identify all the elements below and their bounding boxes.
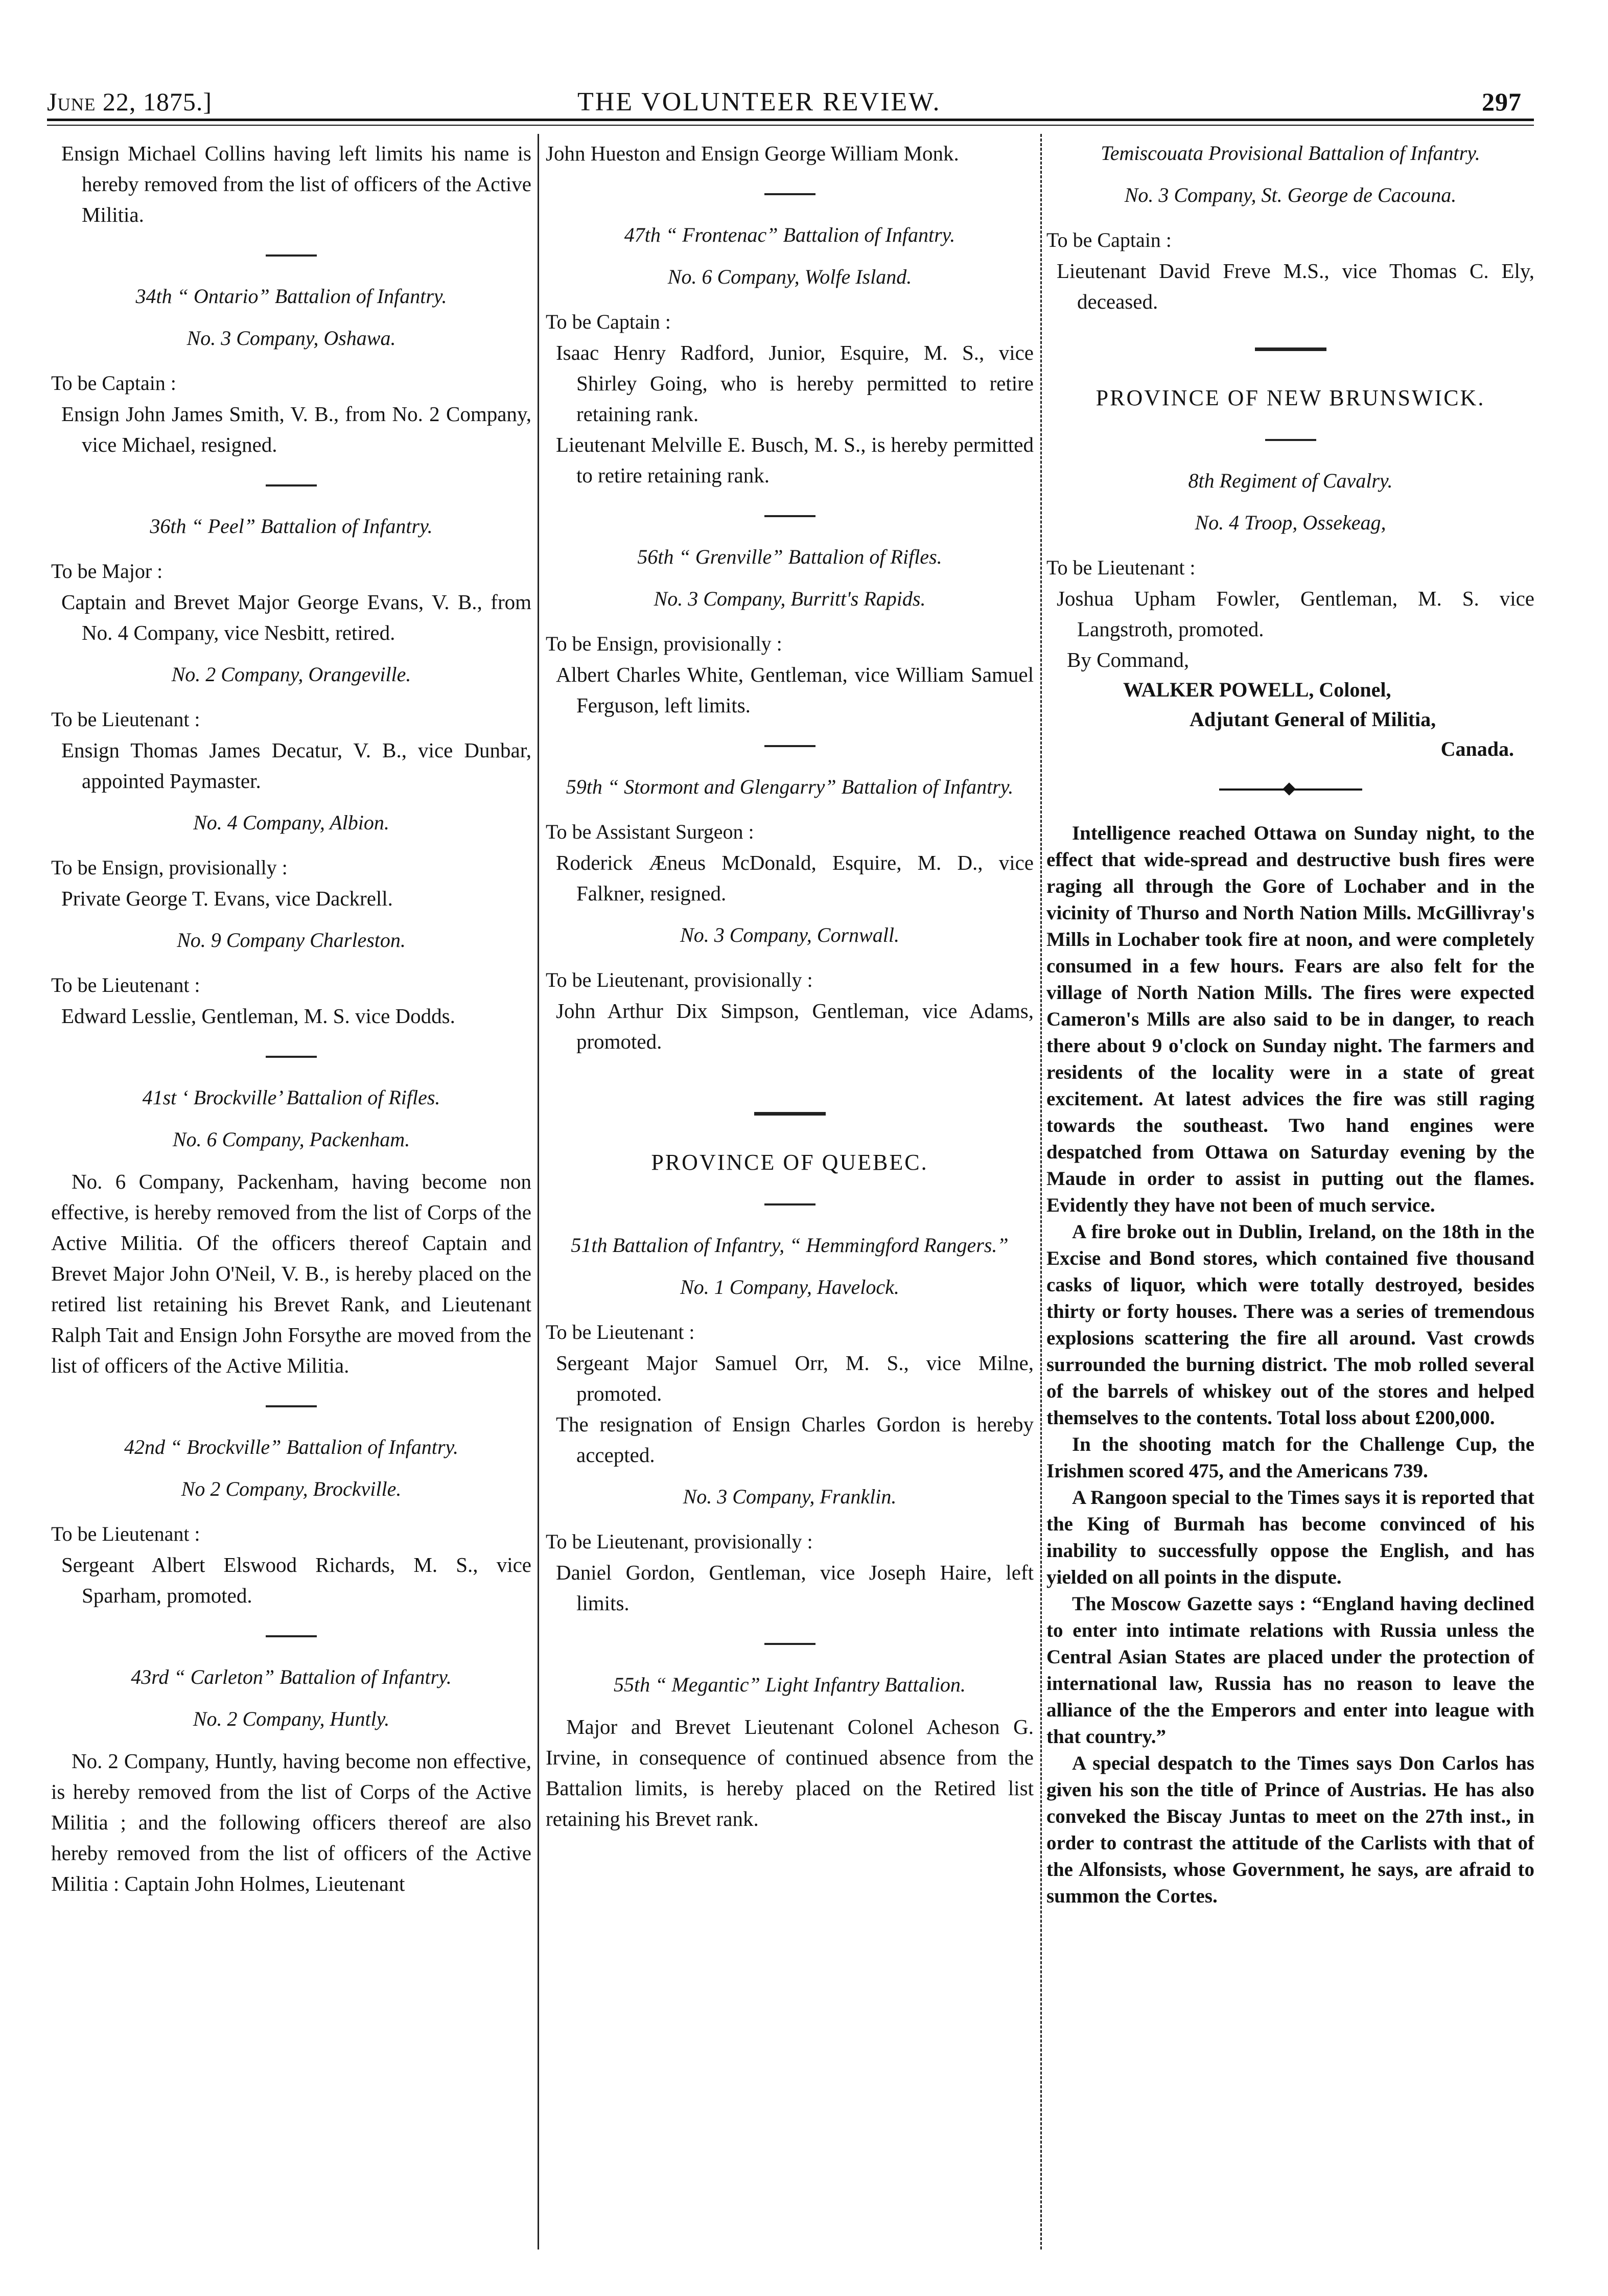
battalion-title: 41st ‘ Brockville’ Battalion of Rifles. — [142, 1086, 440, 1109]
separator-rule — [1255, 347, 1326, 351]
appointment-entry: Lieutenant Melville E. Busch, M. S., is hereby permitted to retire retaining rank. — [556, 433, 1034, 487]
appointment-entry: Edward Lesslie, Gentleman, M. S. vice Dodds. — [61, 1004, 455, 1028]
separator-rule — [764, 1643, 815, 1645]
notice-paragraph: No. 6 Company, Packenham, having become non effective, is hereby removed from the list of Corps of the Active Militia. Of the officers thereof Captain and Brevet Major John O'Neil, V. B., is hereby placed on the retired list retaining his Brevet Rank, and Lieutenant Ralph Tait and Ensign John Forsythe are moved from the list of officers of the Active Militia. — [51, 1170, 531, 1377]
appointment-heading: To be Ensign, provisionally : — [51, 856, 288, 879]
appointment-entry: Sergeant Major Samuel Orr, M. S., vice Milne, promoted. — [556, 1351, 1034, 1405]
appointment-heading: To be Lieutenant, provisionally : — [546, 1530, 813, 1553]
company-heading: No 2 Company, Brockville. — [181, 1477, 402, 1500]
battalion-title: 34th “ Ontario” Battalion of Infantry. — [135, 285, 447, 308]
separator-rule — [266, 1635, 317, 1637]
company-heading: No. 2 Company, Huntly. — [193, 1707, 390, 1730]
notice-paragraph: Major and Brevet Lieutenant Colonel Acheson G. Irvine, in consequence of continued absence from the Battalion limits, is hereby placed on the Retired list retaining his Brevet rank. — [546, 1715, 1034, 1830]
battalion-title: 59th “ Stormont and Glengarry” Battalion of Infantry. — [566, 775, 1014, 798]
news-paragraph: Intelligence reached Ottawa on Sunday night, to the effect that wide-spread and destructive bush fires were raging all through the Gore of Lochaber and in the vicinity of Thurso and North Nation Mills. McGillivray's Mills in Lochaber took fire at noon, and were completely consumed in a few hours. Fears are also felt for the village of North Nation Mills. The fires were expected Cameron's Mills are also said to be in danger, to reach there about 9 o'clock on Sunday night. The farmers and residents of the locality were in a state of great excitement. At latest advices the fire was still raging towards the southeast. Two hand engines were despatched from Ottawa on Saturday evening by the Maude in order to assist in putting out the flames. Evidently they have not been of much service. — [1046, 822, 1534, 1216]
battalion-title: 47th “ Frontenac” Battalion of Infantry. — [624, 223, 956, 246]
by-command: By Command, — [1067, 648, 1190, 671]
news-paragraph: A fire broke out in Dublin, Ireland, on the 18th in the Excise and Bond stores, which contained five thousand casks of liquor, which were totally destroyed, besides thirty or forty houses. There was a series of tremendous explosions scattering the fire all around. Vast crowds surrounded the burning district. The mob rolled several of the barrels of whiskey out of the stores and helped themselves to the contents. Total loss about £200,000. — [1046, 1221, 1534, 1429]
appointment-entry: John Arthur Dix Simpson, Gentleman, vice Adams, promoted. — [556, 999, 1034, 1053]
appointment-heading: To be Lieutenant : — [51, 1522, 200, 1545]
battalion-title: 36th “ Peel” Battalion of Infantry. — [150, 515, 433, 538]
news-paragraph: In the shooting match for the Challenge Cup, the Irishmen scored 475, and the Americans 739. — [1046, 1433, 1534, 1482]
separator-rule — [266, 254, 317, 257]
appointment-heading: To be Lieutenant : — [1046, 556, 1196, 579]
notice-paragraph: No. 2 Company, Huntly, having become non effective, is hereby removed from the list of Corps of the Active Militia ; and the following officers thereof are also hereby removed from the list of officers of the Active Militia : Captain John Holmes, Lieutenant — [51, 1749, 531, 1895]
appointment-heading: To be Captain : — [1046, 228, 1172, 251]
company-heading: No. 4 Company, Albion. — [193, 811, 389, 834]
signature-title: Adjutant General of Militia, — [1190, 708, 1436, 731]
province-heading: PROVINCE OF QUEBEC. — [651, 1150, 928, 1175]
appointment-heading: To be Assistant Surgeon : — [546, 820, 754, 843]
battalion-title: Temiscouata Provisional Battalion of Infantry. — [1101, 142, 1480, 165]
appointment-entry: Captain and Brevet Major George Evans, V. B., from No. 4 Company, vice Nesbitt, retired. — [61, 590, 531, 644]
battalion-title: 51th Battalion of Infantry, “ Hemmingford Rangers.” — [571, 1234, 1009, 1257]
appointment-entry: Sergeant Albert Elswood Richards, M. S., vice Sparham, promoted. — [61, 1553, 531, 1607]
province-heading: PROVINCE OF NEW BRUNSWICK. — [1096, 385, 1485, 410]
appointment-entry: Daniel Gordon, Gentleman, vice Joseph Haire, left limits. — [556, 1561, 1034, 1615]
column-3 — [1046, 138, 1534, 2233]
battalion-title: 43rd “ Carleton” Battalion of Infantry. — [131, 1665, 452, 1688]
battalion-title: 55th “ Megantic” Light Infantry Battalion. — [614, 1673, 966, 1696]
company-heading: No. 6 Company, Wolfe Island. — [667, 265, 912, 288]
company-heading: No. 6 Company, Packenham. — [172, 1128, 410, 1151]
regiment-title: 8th Regiment of Cavalry. — [1188, 469, 1393, 492]
appointment-heading: To be Major : — [51, 560, 163, 583]
appointment-entry: Ensign John James Smith, V. B., from No. 2 Company, vice Michael, resigned. — [61, 402, 531, 456]
separator-rule — [266, 1056, 317, 1058]
news-paragraph: A special despatch to the Times says Don Carlos has given his son the title of Prince of Austrias. He has also conveked the Biscay Juntas to meet on the 27th inst., in order to contrast the attitude of the Carlists with that of the Alfonsists, whose Government, he says, are afraid to summon the Cortes. — [1046, 1752, 1534, 1907]
news-paragraph: The Moscow Gazette says : “England having declined to enter into intimate relations with Russia unless the Central Asian States are placed under the protection of international law, Russia has no reason to leave the alliance of the the Emperors and enter into league with that country.” — [1046, 1593, 1534, 1748]
separator-rule — [266, 484, 317, 486]
continued-paragraph: John Hueston and Ensign George William Monk. — [546, 142, 959, 165]
appointment-heading: To be Lieutenant : — [51, 973, 200, 996]
battalion-title: 56th “ Grenville” Battalion of Rifles. — [637, 545, 942, 568]
appointment-entry: The resignation of Ensign Charles Gordon is hereby accepted. — [556, 1412, 1034, 1467]
troop-heading: No. 4 Troop, Ossekeag, — [1195, 511, 1386, 534]
column-2 — [546, 138, 1034, 2233]
appointment-heading: To be Captain : — [546, 310, 671, 333]
separator-rule — [1265, 439, 1316, 441]
column-1 — [51, 138, 531, 2233]
header-title: THE VOLUNTEER REVIEW. — [577, 87, 941, 117]
company-heading: No. 1 Company, Havelock. — [680, 1275, 899, 1298]
appointment-entry: Joshua Upham Fowler, Gentleman, M. S. vice Langstroth, promoted. — [1057, 587, 1534, 641]
notice-paragraph: Ensign Michael Collins having left limits his name is hereby removed from the list of officers of the Active Militia. — [61, 142, 531, 226]
appointment-heading: To be Lieutenant : — [51, 708, 200, 731]
header-rule — [47, 119, 1534, 121]
appointment-entry: Private George T. Evans, vice Dackrell. — [61, 887, 393, 910]
company-heading: No. 3 Company, Cornwall. — [680, 923, 899, 946]
separator-rule — [764, 515, 815, 517]
column-divider — [1040, 134, 1042, 2249]
header-date: June 22, 1875.] — [47, 87, 213, 116]
appointment-heading: To be Lieutenant, provisionally : — [546, 968, 813, 991]
separator-rule — [764, 193, 815, 195]
column-divider — [538, 134, 539, 2249]
battalion-title: 42nd “ Brockville” Battalion of Infantry. — [124, 1435, 459, 1458]
appointment-entry: Albert Charles White, Gentleman, vice William Samuel Ferguson, left limits. — [556, 663, 1034, 717]
company-heading: No. 2 Company, Orangeville. — [171, 663, 411, 686]
company-heading: No. 9 Company Charleston. — [177, 929, 406, 952]
appointment-entry: Isaac Henry Radford, Junior, Esquire, M. S., vice Shirley Going, who is hereby permitted to retire retaining rank. — [556, 341, 1034, 426]
separator-rule — [754, 1112, 826, 1116]
appointment-entry: Roderick Æneus McDonald, Esquire, M. D., vice Falkner, resigned. — [556, 851, 1034, 905]
separator-rule — [266, 1405, 317, 1407]
separator-rule — [764, 745, 815, 747]
company-heading: No. 3 Company, St. George de Cacouna. — [1124, 183, 1457, 206]
appointment-entry: Ensign Thomas James Decatur, V. B., vice Dunbar, appointed Paymaster. — [61, 738, 531, 793]
company-heading: No. 3 Company, Oshawa. — [187, 327, 396, 350]
appointment-heading: To be Ensign, provisionally : — [546, 632, 782, 655]
appointment-heading: To be Lieutenant : — [546, 1320, 695, 1343]
page-number: 297 — [1482, 87, 1522, 116]
signature-name: WALKER POWELL, Colonel, — [1123, 678, 1391, 701]
company-heading: No. 3 Company, Franklin. — [683, 1485, 897, 1508]
appointment-heading: To be Captain : — [51, 372, 176, 395]
news-paragraph: A Rangoon special to the Times says it is reported that the King of Burmah has become convinced of his inability to successfully oppose the English, and has yielded on all points in the dispute. — [1046, 1487, 1534, 1588]
signature-place: Canada. — [1440, 737, 1514, 760]
header-rule-thin — [47, 125, 1534, 126]
separator-rule — [764, 1203, 815, 1205]
company-heading: No. 3 Company, Burritt's Rapids. — [654, 587, 926, 610]
appointment-entry: Lieutenant David Freve M.S., vice Thomas C. Ely, deceased. — [1057, 259, 1534, 313]
ornamental-separator — [1219, 784, 1362, 795]
